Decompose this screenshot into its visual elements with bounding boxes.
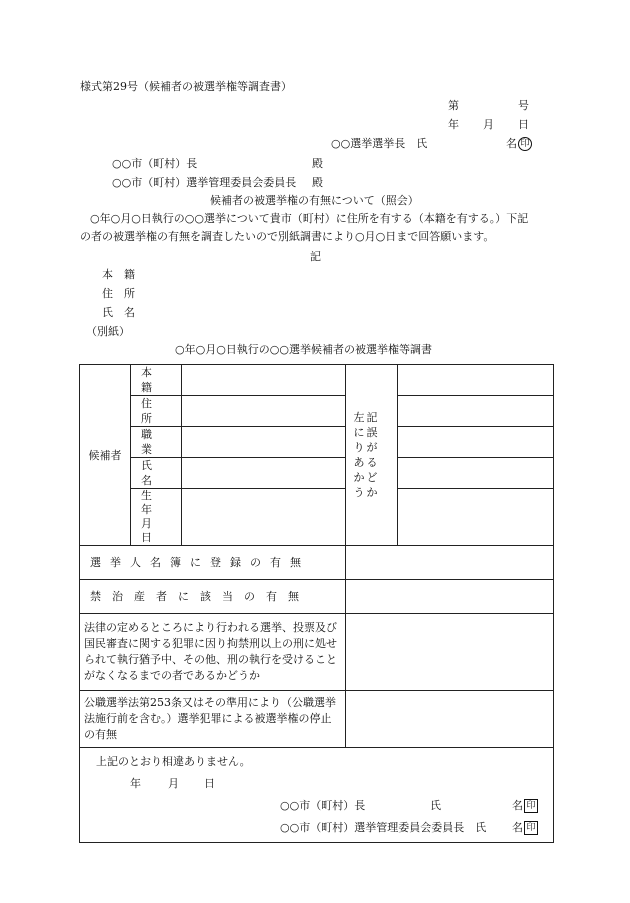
- signer-committee: ○○市（町村）選挙管理委員会委員長 氏: [280, 821, 487, 834]
- sender-mei: 名: [506, 137, 517, 150]
- value-honseki[interactable]: [182, 365, 346, 396]
- field-birth-year: 生 年: [141, 489, 163, 516]
- verify-value-4[interactable]: [398, 458, 554, 489]
- survey-table: [79, 364, 554, 843]
- sender-signature: [506, 137, 532, 151]
- row-law-question-label: 法律の定めるところにより行われる選挙、投票及び国民審査に関する犯罪に因り拘禁刑以上の刑に処せられて執行猶予中、その他、刑の執行を受けることがなくなるまでの者であるかどうか: [80, 614, 346, 691]
- verify-label: 左記に誤りがあるかどうか: [353, 411, 380, 499]
- field-jusho: [131, 396, 182, 427]
- field-birth-month-day: 月 日: [141, 517, 163, 544]
- row-suspension-label: 公職選挙法第253条又はその準用により（公職選挙法施行前を含む。）選挙犯罪による被選挙権の停止の有無: [80, 691, 346, 748]
- value-birthdate[interactable]: [182, 489, 346, 546]
- attachment-label: （別紙）: [86, 325, 130, 338]
- signer-mayor-signature: [512, 799, 538, 813]
- verify-value-2[interactable]: [398, 396, 554, 427]
- row-register-label: 選挙人名簿に登録の有無: [80, 546, 346, 580]
- footer-date-year: 年: [130, 777, 141, 790]
- body-line-1: ○年○月○日執行の○○選挙について貴市（町村）に住所を有する（本籍を有する。）下記: [90, 212, 529, 225]
- seal-mark: 印: [518, 137, 532, 151]
- field-honseki-label: 本 籍: [141, 366, 163, 394]
- verify-value-1[interactable]: [398, 365, 554, 396]
- date-month: 月: [483, 118, 494, 131]
- signer-mayor: ○○市（町村）長: [280, 799, 366, 812]
- row-suspension-value[interactable]: [346, 691, 554, 748]
- candidate-label: 候補者: [88, 448, 122, 462]
- signer-mayor-shi: 氏: [430, 799, 441, 812]
- field-jusho-label: 住 所: [141, 397, 163, 425]
- signer-committee-signature: [512, 821, 538, 835]
- field-honseki: [131, 365, 182, 396]
- seal-mark: 印: [524, 799, 538, 813]
- footer-date-day: 日: [204, 777, 215, 790]
- recipient-committee-honorific: 殿: [312, 176, 323, 189]
- body-line-2: の者の被選挙権の有無を調査したいので別紙調書により○月○日まで回答願います。: [80, 230, 495, 243]
- candidate-label-cell: [80, 365, 131, 546]
- field-shimei: [131, 458, 182, 489]
- ki-label: 記: [310, 250, 321, 263]
- value-jusho[interactable]: [182, 396, 346, 427]
- signer-committee-mei: 名: [512, 821, 523, 834]
- survey-title: ○年○月○日執行の○○選挙候補者の被選挙権等調書: [175, 343, 432, 356]
- verify-value-5[interactable]: [398, 489, 554, 546]
- signer-mayor-mei: 名: [512, 799, 523, 812]
- date-year: 年: [448, 118, 459, 131]
- recipient-mayor-honorific: 殿: [312, 157, 323, 170]
- inquiry-title: 候補者の被選挙権の有無について（照会）: [210, 194, 419, 207]
- footer-date-month: 月: [168, 777, 179, 790]
- row-incompetent-label: 禁治産者に該当の有無: [80, 580, 346, 614]
- row-incompetent-value[interactable]: [346, 580, 554, 614]
- number-dai: 第: [448, 99, 459, 112]
- seal-mark: 印: [524, 821, 538, 835]
- form-title: 様式第29号（候補者の被選挙権等調査書）: [80, 80, 292, 93]
- verify-value-3[interactable]: [398, 427, 554, 458]
- item-shimei: 氏 名: [102, 306, 135, 319]
- item-jusho: 住 所: [102, 287, 135, 300]
- value-shimei[interactable]: [182, 458, 346, 489]
- recipient-committee: ○○市（町村）選挙管理委員会委員長: [112, 176, 297, 189]
- footer-cell: [80, 748, 554, 843]
- sender-name: ○○選挙選挙長 氏: [331, 137, 428, 150]
- field-birthdate: [131, 489, 182, 546]
- row-register-value[interactable]: [346, 546, 554, 580]
- row-law-question-value[interactable]: [346, 614, 554, 691]
- field-shokugyo: [131, 427, 182, 458]
- recipient-mayor: ○○市（町村）長: [112, 157, 198, 170]
- field-shokugyo-label: 職 業: [141, 428, 163, 456]
- confirmation-text: 上記のとおり相違ありません。: [96, 755, 251, 768]
- verify-cell: [346, 365, 398, 546]
- number-go: 号: [518, 99, 529, 112]
- field-shimei-label: 氏 名: [141, 459, 163, 487]
- value-shokugyo[interactable]: [182, 427, 346, 458]
- item-honseki: 本 籍: [102, 268, 135, 281]
- date-day: 日: [518, 118, 529, 131]
